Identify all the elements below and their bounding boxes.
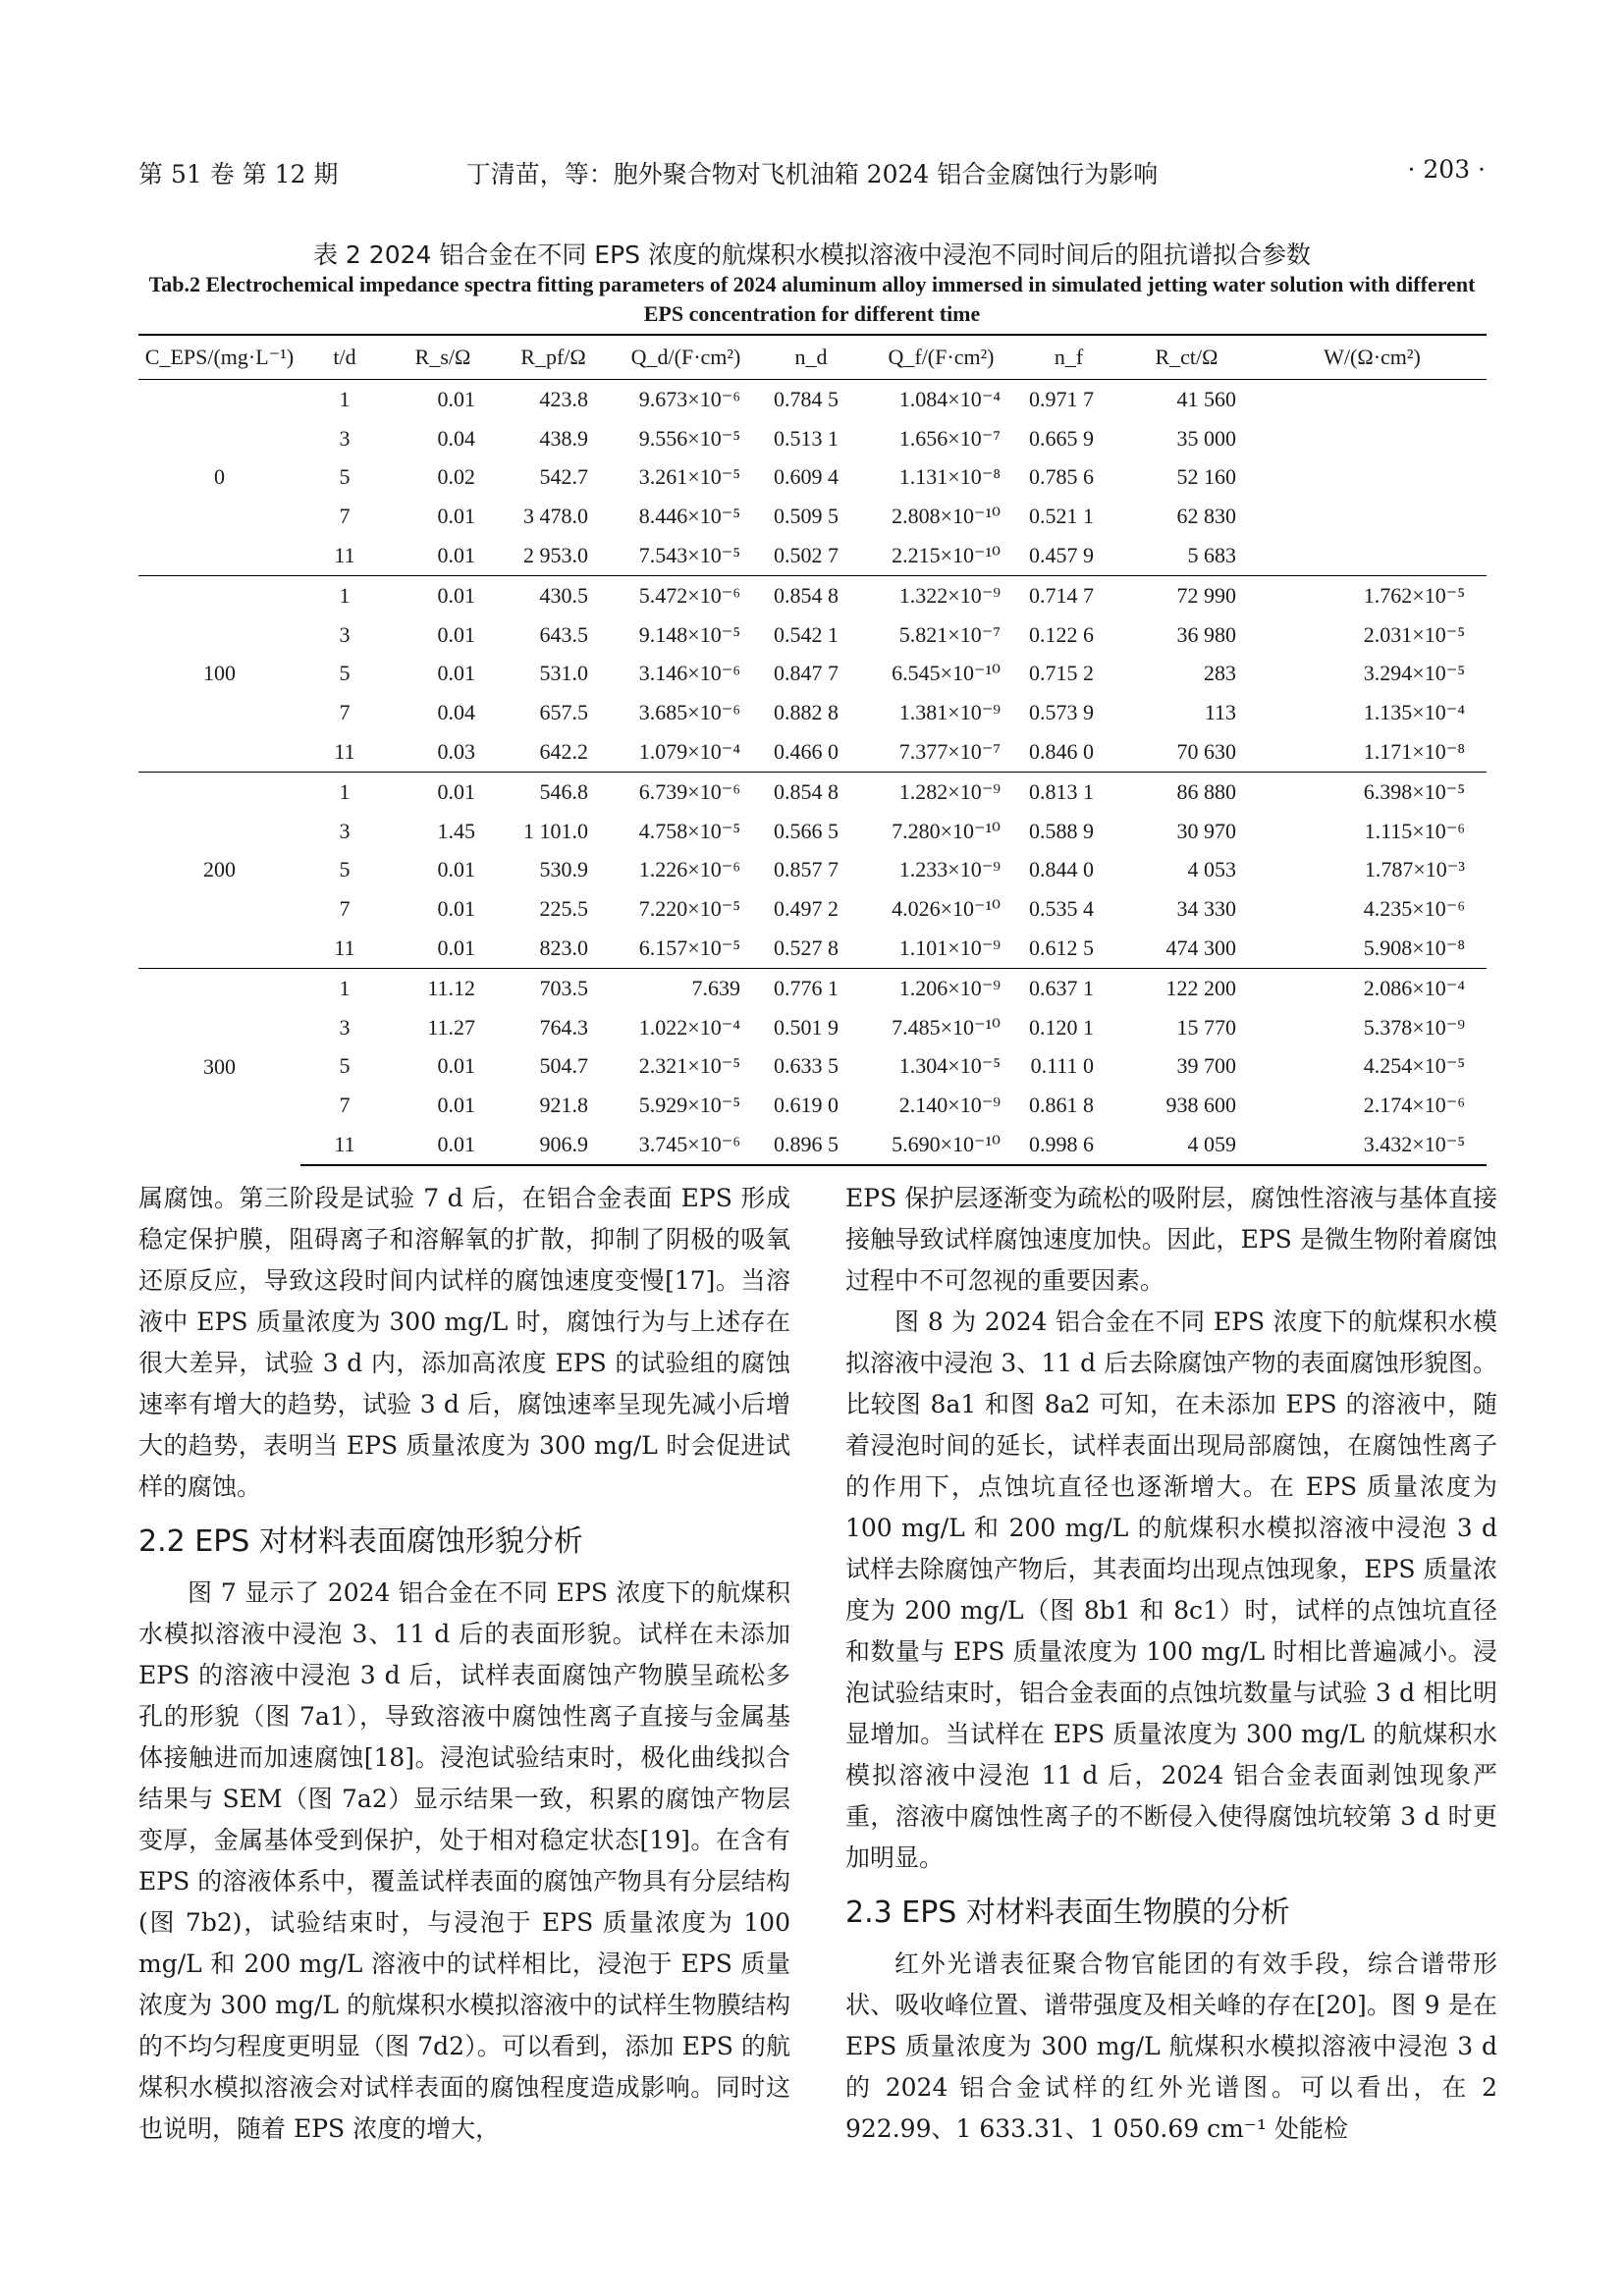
table-row [138, 851, 1487, 890]
table-cell [1258, 419, 1487, 458]
table-cell: 0.01 [437, 896, 475, 922]
table-cell: 3 [339, 621, 351, 647]
table-cell: 3 [339, 1014, 351, 1040]
table-cell: 504.7 [539, 1053, 588, 1079]
table-cell: 11 [334, 739, 355, 765]
table-cell: 0.509 5 [774, 504, 839, 529]
table-cell: 0.854 8 [762, 575, 860, 614]
table-cell: 1.381×10⁻⁹ [898, 700, 1001, 725]
table-cell: 0.466 0 [774, 739, 839, 765]
table-cell: 4.254×10⁻⁵ [1363, 1053, 1465, 1079]
table-cell: 1.322×10⁻⁹ [860, 575, 1022, 614]
table-cell: 9.148×10⁻⁵ [638, 621, 740, 647]
table-cell: 0.120 1 [1029, 1014, 1094, 1040]
table-cell: 0.714 7 [1022, 575, 1115, 614]
table-cell: 225.5 [539, 896, 588, 922]
table-cell: 113 [1204, 700, 1236, 725]
table-cell: 0.861 8 [1029, 1093, 1094, 1118]
table-cell: 0.896 5 [762, 1125, 860, 1165]
table-cell: 7 [339, 896, 351, 922]
table-cell: 530.9 [539, 857, 588, 882]
table-cell: 3.146×10⁻⁶ [638, 661, 740, 686]
running-header-title: 丁清苗，等：胞外聚合物对飞机油箱 2024 铝合金腐蚀行为影响 [465, 160, 1159, 188]
table-cell: 9.673×10⁻⁶ [638, 386, 740, 411]
table-cell [1258, 458, 1487, 498]
table-cell: 0.501 9 [774, 1014, 839, 1040]
table-cell: 0.998 6 [1022, 1125, 1115, 1165]
table-cell: 7.377×10⁻⁷ [898, 739, 1001, 765]
table-cell: 0.521 1 [1029, 504, 1094, 529]
table-cell: 0.01 [437, 621, 475, 647]
table-cell: 0.502 7 [774, 543, 839, 568]
table-cell: 7 [339, 1093, 351, 1118]
table-cell: 7 [339, 504, 351, 529]
table-cell: 4.235×10⁻⁶ [1363, 896, 1465, 922]
table-cell: 906.9 [497, 1125, 610, 1165]
table-cell: 1.226×10⁻⁶ [638, 857, 740, 882]
section-heading-2-3: 2.3 EPS 对材料表面生物膜的分析 [845, 1896, 1290, 1930]
table-cell: 11 [334, 543, 355, 568]
table-cell: 2.086×10⁻⁴ [1258, 968, 1487, 1007]
table-cell: 1.45 [437, 818, 475, 843]
table-cell: 0.847 7 [774, 661, 839, 686]
table-row [138, 497, 1487, 536]
table-row [138, 968, 1487, 1007]
table-cell: 1 [300, 575, 389, 614]
table-cell: 3 [339, 818, 351, 843]
table-cell: 5 [339, 464, 351, 490]
table-cell: 5 [339, 661, 351, 686]
table-row [138, 1047, 1487, 1087]
column-header: R_pf/Ω [497, 335, 610, 380]
right-paragraph-1: EPS 保护层逐渐变为疏松的吸附层，腐蚀性溶液与基体直接接触导致试样腐蚀速度加快。因此，EPS 是微生物附着腐蚀过程中不可忽视的重要因素。 [845, 1184, 1497, 1295]
table-row [138, 1008, 1487, 1047]
table-cell: 11 [300, 1125, 389, 1165]
right-column [845, 1178, 1497, 2150]
column-header: t/d [300, 335, 389, 380]
table-cell: 0.612 5 [1029, 935, 1094, 961]
table-cell: 1.115×10⁻⁶ [1364, 818, 1465, 843]
table-cell: 34 330 [1176, 896, 1236, 922]
table-cell: 7.543×10⁻⁵ [638, 543, 740, 568]
table-cell: 3.432×10⁻⁵ [1258, 1125, 1487, 1165]
table-cell: 1.304×10⁻⁵ [898, 1053, 1001, 1079]
table-cell: 0.844 0 [1029, 857, 1094, 882]
table-cell: 2.808×10⁻¹⁰ [892, 504, 1001, 529]
table-cell: 4 053 [1187, 857, 1236, 882]
table-cell: 0.813 1 [1022, 772, 1115, 811]
left-column [138, 1178, 790, 2150]
table-cell: 1.656×10⁻⁷ [898, 425, 1001, 451]
table-row [138, 458, 1487, 498]
table-cell: 0.784 5 [774, 386, 839, 411]
table-cell: 430.5 [497, 575, 610, 614]
table-cell: 0.588 9 [1029, 818, 1094, 843]
left-paragraph-2: 图 7 显示了 2024 铝合金在不同 EPS 浓度下的航煤积水模拟溶液中浸泡 3、11 d 后的表面形貌。试样在未添加 EPS 的溶液中浸泡 3 d 后，试样表面腐蚀产物膜呈疏松多孔的形貌（图 7a1），导致溶液中腐蚀性离子直接与金属基体接触进而加速腐蚀[18]。浸泡试验结束时，极化曲线拟合结果与 SEM（图 7a2）显示结果一致，积累的腐蚀产物层变厚，金属基体受到保护，处于相对稳定状态[19]。在含有 EPS 的溶液体系中，覆盖试样表面的腐蚀产物具有分层结构(图 7b2)，试验结束时，与浸泡于 EPS 质量浓度为 100 mg/L 和 200 mg/L 溶液中的试样相比，浸泡于 EPS 质量浓度为 300 mg/L 的航煤积水模拟溶液中的试样生物膜结构的不均匀程度更明显（图 7d2）。可以看到，添加 EPS 的航煤积水模拟溶液会对试样表面的腐蚀程度造成影响。同时这也说明，随着 EPS 浓度的增大， [138, 1578, 790, 2143]
eis-fit-table [138, 334, 1487, 1166]
table-cell: 542.7 [539, 464, 588, 490]
table-cell: 1.206×10⁻⁹ [860, 968, 1022, 1007]
table-cell: 6.739×10⁻⁶ [610, 772, 762, 811]
table-cell: 0.01 [437, 504, 475, 529]
column-header: R_s/Ω [389, 335, 497, 380]
table-cell: 1.084×10⁻⁴ [898, 386, 1001, 411]
table-cell: 0.527 8 [774, 935, 839, 961]
table-cell: 0.566 5 [774, 818, 839, 843]
table-cell: 2.215×10⁻¹⁰ [892, 543, 1001, 568]
table-cell: 1.101×10⁻⁹ [898, 935, 1001, 961]
table-cell: 921.8 [539, 1093, 588, 1118]
table-cell: 0.01 [437, 857, 475, 882]
eps-concentration-cell: 0 [214, 464, 225, 490]
table-cell: 1 [300, 772, 389, 811]
table-cell: 0.01 [437, 935, 475, 961]
table-cell: 0.882 8 [774, 700, 839, 725]
table-cell: 0.03 [437, 739, 475, 765]
table-body [138, 380, 1487, 1165]
table-cell: 1 101.0 [523, 818, 588, 843]
table-cell: 7.639 [610, 968, 762, 1007]
table-row [138, 380, 1487, 419]
table-cell: 3.685×10⁻⁶ [638, 700, 740, 725]
table-cell: 0.01 [389, 1125, 497, 1165]
table-cell: 0.542 1 [774, 621, 839, 647]
table-header-row [138, 335, 1487, 380]
table-cell: 0.857 7 [774, 857, 839, 882]
table-cell: 0.637 1 [1022, 968, 1115, 1007]
table-cell: 2.174×10⁻⁶ [1363, 1093, 1465, 1118]
table-cell: 8.446×10⁻⁵ [638, 504, 740, 529]
right-paragraph-2: 图 8 为 2024 铝合金在不同 EPS 浓度下的航煤积水模拟溶液中浸泡 3、11 d 后去除腐蚀产物的表面腐蚀形貌图。比较图 8a1 和图 8a2 可知，在未添加 EPS 的溶液中，随着浸泡时间的延长，试样表面出现局部腐蚀，在腐蚀性离子的作用下，点蚀坑直径也逐渐增大。在 EPS 质量浓度为 100 mg/L 和 200 mg/L 的航煤积水模拟溶液中浸泡 3 d 试样去除腐蚀产物后，其表面均出现点蚀现象，EPS 质量浓度为 200 mg/L（图 8b1 和 8c1）时，试样的点蚀坑直径和数量与 EPS 质量浓度为 100 mg/L 时相比普遍减小。浸泡试验结束时，铝合金表面的点蚀坑数量与试验 3 d 相比明显增加。当试样在 EPS 质量浓度为 300 mg/L 的航煤积水模拟溶液中浸泡 11 d 后，2024 铝合金表面剥蚀现象严重，溶液中腐蚀性离子的不断侵入使得腐蚀坑较第 3 d 时更加明显。 [845, 1308, 1497, 1872]
table-cell: 4 059 [1115, 1125, 1258, 1165]
table-cell: 764.3 [539, 1014, 588, 1040]
table-cell: 2.321×10⁻⁵ [638, 1053, 740, 1079]
table-row [138, 812, 1487, 851]
table-cell: 70 630 [1176, 739, 1236, 765]
table-cell: 531.0 [539, 661, 588, 686]
table-cell: 5.908×10⁻⁸ [1363, 935, 1465, 961]
table-cell: 5.821×10⁻⁷ [898, 621, 1001, 647]
table-cell: 7.280×10⁻¹⁰ [892, 818, 1001, 843]
section-heading-2-2: 2.2 EPS 对材料表面腐蚀形貌分析 [138, 1524, 583, 1559]
eps-concentration-cell: 100 [138, 575, 300, 772]
table-cell: 0.785 6 [1029, 464, 1094, 490]
table-cell: 5.378×10⁻⁹ [1363, 1014, 1465, 1040]
table-row [138, 575, 1487, 614]
table-cell: 15 770 [1176, 1014, 1236, 1040]
table-cell: 546.8 [497, 772, 610, 811]
page-number: · 203 · [1407, 155, 1486, 184]
table-caption-zh: 表 2 2024 铝合金在不同 EPS 浓度的航煤积水模拟溶液中浸泡不同时间后的阻抗谱拟合参数 [312, 240, 1311, 269]
table-row [138, 1086, 1487, 1125]
table-row [138, 929, 1487, 968]
table-cell: 1.079×10⁻⁴ [638, 739, 740, 765]
table-cell: 0.01 [389, 772, 497, 811]
table-cell: 0.01 [437, 543, 475, 568]
table-cell: 5 [339, 857, 351, 882]
table-cell [1258, 536, 1487, 575]
column-header: C_EPS/(mg·L⁻¹) [138, 335, 300, 380]
table-cell: 0.573 9 [1029, 700, 1094, 725]
table-cell: 1.135×10⁻⁴ [1363, 700, 1465, 725]
table-cell: 0.457 9 [1029, 543, 1094, 568]
table-cell: 36 980 [1176, 621, 1236, 647]
table-cell: 0.513 1 [774, 425, 839, 451]
table-cell: 122 200 [1115, 968, 1258, 1007]
table-cell: 4.026×10⁻¹⁰ [892, 896, 1001, 922]
table-cell: 0.01 [437, 661, 475, 686]
eps-concentration-cell: 200 [138, 772, 300, 968]
table-cell: 1.762×10⁻⁵ [1258, 575, 1487, 614]
column-header: Q_f/(F·cm²) [860, 335, 1022, 380]
table-cell: 0.535 4 [1029, 896, 1094, 922]
table-row [138, 419, 1487, 458]
table-cell: 0.609 4 [774, 464, 839, 490]
table-cell: 2.031×10⁻⁵ [1363, 621, 1465, 647]
table-cell: 1 [300, 968, 389, 1007]
table-cell: 62 830 [1176, 504, 1236, 529]
left-paragraph-1: 属腐蚀。第三阶段是试验 7 d 后，在铝合金表面 EPS 形成稳定保护膜，阻碍离子和溶解氧的扩散，抑制了阴极的吸氧还原反应，导致这段时间内试样的腐蚀速度变慢[17]。当溶液中 EPS 质量浓度为 300 mg/L 时，腐蚀行为与上述存在很大差异，试验 3 d 内，添加高浓度 EPS 的试验组的腐蚀速率有增大的趋势，试验 3 d 后，腐蚀速率呈现先减小后增大的趋势，表明当 EPS 质量浓度为 300 mg/L 时会促进试样的腐蚀。 [138, 1184, 790, 1501]
table-cell: 86 880 [1115, 772, 1258, 811]
running-header-issue: 第 51 卷 第 12 期 [138, 160, 339, 188]
table-cell: 0.01 [437, 386, 475, 411]
table-cell: 39 700 [1176, 1053, 1236, 1079]
table-cell: 0.633 5 [774, 1053, 839, 1079]
table-cell: 7 [339, 700, 351, 725]
table-cell: 642.2 [539, 739, 588, 765]
table-cell: 0.497 2 [774, 896, 839, 922]
table-cell: 1 [339, 386, 351, 411]
table-row [138, 772, 1487, 811]
table-cell: 0.111 0 [1030, 1053, 1094, 1079]
table-cell: 35 000 [1176, 425, 1236, 451]
table-cell: 0.854 8 [762, 772, 860, 811]
table-row [138, 732, 1487, 772]
table-cell: 7.485×10⁻¹⁰ [892, 1014, 1001, 1040]
table-row [138, 615, 1487, 655]
table-cell: 703.5 [497, 968, 610, 1007]
table-cell: 1.233×10⁻⁹ [898, 857, 1001, 882]
table-cell: 1.282×10⁻⁹ [860, 772, 1022, 811]
table-cell: 5.690×10⁻¹⁰ [860, 1125, 1022, 1165]
table-cell: 0.665 9 [1029, 425, 1094, 451]
table-cell: 1.787×10⁻³ [1364, 857, 1465, 882]
table-cell: 2 953.0 [523, 543, 588, 568]
table-row [138, 1125, 1487, 1165]
table-cell: 3.294×10⁻⁵ [1363, 661, 1465, 686]
table-cell: 0.776 1 [762, 968, 860, 1007]
eps-concentration-cell: 300 [138, 968, 300, 1164]
table-cell: 0.02 [437, 464, 475, 490]
table-cell [1258, 497, 1487, 536]
table-cell [1258, 380, 1487, 419]
table-cell: 6.157×10⁻⁵ [638, 935, 740, 961]
table-row [138, 655, 1487, 694]
table-cell: 52 160 [1176, 464, 1236, 490]
table-cell: 0.122 6 [1029, 621, 1094, 647]
table-caption-en: Tab.2 Electrochemical impedance spectra fitting parameters of 2024 aluminum alloy immersed in simulated jetting water solution with different EPS concentration for different time [148, 272, 1476, 326]
table-cell: 0.04 [437, 425, 475, 451]
table-cell: 6.398×10⁻⁵ [1258, 772, 1487, 811]
table-cell: 283 [1204, 661, 1236, 686]
table-cell: 4.758×10⁻⁵ [638, 818, 740, 843]
table-cell: 423.8 [539, 386, 588, 411]
column-header: W/(Ω·cm²) [1258, 335, 1487, 380]
table-cell: 72 990 [1115, 575, 1258, 614]
table-row [138, 693, 1487, 732]
table-cell: 11.27 [427, 1014, 475, 1040]
table-cell: 0.01 [437, 1093, 475, 1118]
table-cell: 643.5 [539, 621, 588, 647]
table-cell: 6.545×10⁻¹⁰ [892, 661, 1001, 686]
table-cell: 0.715 2 [1029, 661, 1094, 686]
column-header: R_ct/Ω [1115, 335, 1258, 380]
table-cell: 438.9 [539, 425, 588, 451]
table-cell: 1.171×10⁻⁸ [1363, 739, 1465, 765]
table-cell: 3 478.0 [523, 504, 588, 529]
table-cell: 823.0 [539, 935, 588, 961]
table-cell: 938 600 [1165, 1093, 1236, 1118]
table-cell: 5.472×10⁻⁶ [610, 575, 762, 614]
table-cell: 0.01 [389, 575, 497, 614]
table-cell: 5 683 [1187, 543, 1236, 568]
column-header: n_f [1022, 335, 1115, 380]
table-cell: 657.5 [539, 700, 588, 725]
table-cell: 1.131×10⁻⁸ [898, 464, 1001, 490]
table-cell: 0.619 0 [774, 1093, 839, 1118]
table-cell: 3.745×10⁻⁶ [610, 1125, 762, 1165]
table-cell: 0.01 [437, 1053, 475, 1079]
table-cell: 9.556×10⁻⁵ [638, 425, 740, 451]
table-row [138, 889, 1487, 929]
table-cell: 3 [339, 425, 351, 451]
table-cell: 7.220×10⁻⁵ [638, 896, 740, 922]
table-cell: 30 970 [1176, 818, 1236, 843]
right-paragraph-3: 红外光谱表征聚合物官能团的有效手段，综合谱带形状、吸收峰位置、谱带强度及相关峰的存在[20]。图 9 是在 EPS 质量浓度为 300 mg/L 航煤积水模拟溶液中浸泡 3 d 的 2024 铝合金试样的红外光谱图。可以看出，在 2 922.99、1 633.31、1 050.69 cm⁻¹ 处能检 [845, 1949, 1497, 2143]
column-header: Q_d/(F·cm²) [610, 335, 762, 380]
column-header: n_d [762, 335, 860, 380]
table-cell: 474 300 [1165, 935, 1236, 961]
table-cell: 11.12 [389, 968, 497, 1007]
table-cell: 3.261×10⁻⁵ [638, 464, 740, 490]
table-cell: 11 [334, 935, 355, 961]
table-cell: 41 560 [1176, 386, 1236, 411]
table-cell: 0.04 [437, 700, 475, 725]
table-cell: 1.022×10⁻⁴ [638, 1014, 740, 1040]
table-row [138, 536, 1487, 575]
table-cell: 0.971 7 [1029, 386, 1094, 411]
table-cell: 2.140×10⁻⁹ [898, 1093, 1001, 1118]
table-cell: 5.929×10⁻⁵ [638, 1093, 740, 1118]
table-cell: 0.846 0 [1029, 739, 1094, 765]
table-cell: 5 [339, 1053, 351, 1079]
